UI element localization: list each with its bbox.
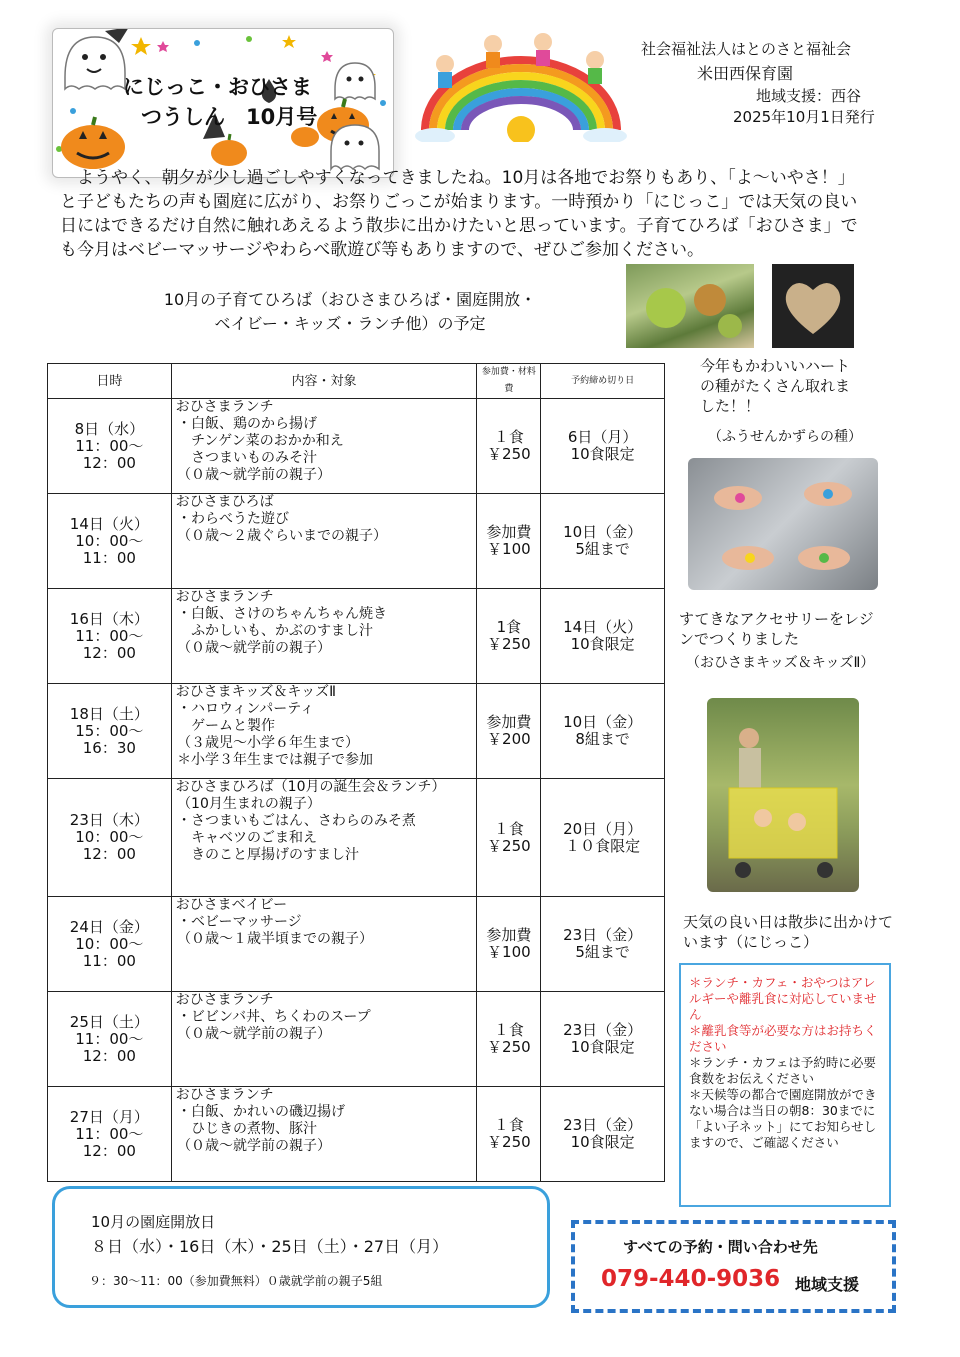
- row-date: 18日（土） 15：00～ 16：30: [48, 684, 172, 779]
- note-reservation: ＊ランチ・カフェは予約時に必要食数をお伝えください: [689, 1055, 876, 1086]
- row-content: おひさまランチ ・白飯、さけのちゃんちゃん焼き ふかしいも、かぶのすまし汁 （０歳～就学前の親子）: [171, 589, 477, 684]
- row-date: 14日（火） 10：00～ 11：00: [48, 494, 172, 589]
- table-row: [48, 589, 665, 684]
- table-row: [48, 399, 665, 494]
- contact-box: [571, 1220, 896, 1313]
- school-name: 米田西保育園: [697, 64, 794, 83]
- row-deadline: 6日（月） 10食限定: [541, 399, 665, 494]
- row-content: おひさまランチ ・白飯、鶏のから揚げ チンゲン菜のおかか和え さつまいものみそ汁 （０歳～就学前の親子）: [171, 399, 477, 494]
- heart-seed-photo: [772, 264, 854, 348]
- balloon-vine-photo: [626, 264, 754, 348]
- child-icon: [484, 35, 502, 68]
- sun-icon: [507, 116, 535, 142]
- issue-date: 2025年10月1日発行: [733, 108, 875, 126]
- resin-caption: すてきなアクセサリーをレジ ンでつくりました: [679, 610, 874, 648]
- header-content: 内容・対象: [171, 364, 477, 399]
- header-date: 日時: [48, 364, 172, 399]
- row-date: 27日（月） 11：00～ 12：00: [48, 1087, 172, 1182]
- row-content: おひさまキッズ＆キッズⅡ ・ハロウィンパーティ ゲームと製作 （３歳児～小学６年生まで） ＊小学３年生までは親子で参加: [171, 684, 477, 779]
- row-content: おひさまランチ ・ビビンバ丼、ちくわのスープ （０歳～就学前の親子）: [171, 992, 477, 1087]
- child-icon: [534, 33, 552, 66]
- resin-caption-sub: （おひさまキッズ＆キッズⅡ）: [686, 655, 875, 671]
- row-date: 24日（金） 10：00～ 11：00: [48, 897, 172, 992]
- table-row: [48, 494, 665, 589]
- garden-details: ９：30～11：00（参加費無料）０歳就学前の親子5組: [89, 1274, 383, 1288]
- row-deadline: 23日（金） 10食限定: [541, 1087, 665, 1182]
- pumpkin-icon: [61, 117, 125, 169]
- row-fee: １食 ￥250: [477, 992, 541, 1087]
- seeds-caption: 今年もかわいいハート の種がたくさん取れま した！！: [700, 357, 851, 415]
- table-row: [48, 779, 665, 897]
- row-fee: １食 ￥250: [477, 779, 541, 897]
- schedule-heading: [130, 288, 570, 336]
- seeds-caption-sub: （ふうせんかずらの種）: [708, 429, 862, 445]
- row-deadline: 23日（金） 5組まで: [541, 897, 665, 992]
- row-deadline: 20日（月） １０食限定: [541, 779, 665, 897]
- row-content: おひさまランチ ・白飯、かれいの磯辺揚げ ひじきの煮物、豚汁 （０歳～就学前の親子）: [171, 1087, 477, 1182]
- row-content: おひさまひろば ・わらべうた遊び （０歳～２歳ぐらいまでの親子）: [171, 494, 477, 589]
- org-name: 社会福祉法人はとのさと福祉会: [641, 40, 852, 58]
- ghost-icon: [335, 63, 375, 99]
- row-deadline: 10日（金） 8組まで: [541, 684, 665, 779]
- table-row: [48, 684, 665, 779]
- dept-name: 地域支援：西谷: [756, 87, 862, 105]
- row-deadline: 10日（金） 5組まで: [541, 494, 665, 589]
- note-allergy: ＊ランチ・カフェ・おやつはアレルギーや離乳食に対応していません: [689, 975, 877, 1022]
- row-fee: １食 ￥250: [477, 399, 541, 494]
- schedule-heading-line1: 10月の子育てひろば（おひさまひろば・園庭開放・: [163, 290, 537, 309]
- newsletter-title-line1: にじっこ・おひさま: [123, 75, 312, 99]
- table-row: [48, 1087, 665, 1182]
- row-fee: 参加費 ￥100: [477, 897, 541, 992]
- rainbow-kids-illustration: [405, 30, 635, 142]
- child-icon: [436, 55, 454, 88]
- row-content: おひさまひろば（10月の誕生会＆ランチ） （10月生まれの親子） ・さつまいもごはん、さわらのみそ煮 キャベツのごま和え きのこと厚揚げのすまし汁: [171, 779, 477, 897]
- pumpkin-icon: [211, 134, 247, 166]
- table-row: [48, 992, 665, 1087]
- row-fee: 参加費 ￥100: [477, 494, 541, 589]
- table-header-row: [48, 364, 665, 399]
- schedule-heading-line2: ベイビー・キッズ・ランチ他）の予定: [214, 314, 486, 333]
- row-fee: 1食 ￥250: [477, 589, 541, 684]
- row-date: 16日（木） 11：00～ 12：00: [48, 589, 172, 684]
- title-box: [52, 28, 394, 178]
- header-fee: 参加費・材料費: [477, 364, 541, 399]
- walk-stroller-photo: [707, 698, 859, 892]
- ghost-icon: [65, 29, 129, 89]
- contact-phone[interactable]: 079-440-9036: [601, 1266, 781, 1292]
- schedule-table: [47, 363, 665, 1182]
- row-content: おひさまベイビー ・ベビーマッサージ （０歳～１歳半頃までの親子）: [171, 897, 477, 992]
- newsletter-title-line2: つうしん 10月号: [141, 105, 318, 129]
- contact-title: すべての予約・問い合わせ先: [623, 1238, 818, 1256]
- row-date: 25日（土） 11：00～ 12：00: [48, 992, 172, 1087]
- note-baby-food: ＊離乳食等が必要な方はお持ちください: [689, 1023, 877, 1054]
- intro-paragraph: ようやく、朝夕が少し過ごしやすくなってきましたね。10月は各地でお祭りもあり、「よ～いやさ！」と子どもたちの声も園庭に広がり、お祭りごっこが始まります。一時預かり「にじっこ」では天気の良い日にはできるだけ自然に触れあえるよう散歩に出かけたいと思っています。子育てひろば「おひさま」でも今月はベビーマッサージやわらべ歌遊び等もありますので、ぜひご参加ください。: [60, 168, 858, 260]
- garden-open-days-box: [52, 1186, 550, 1308]
- row-fee: １食 ￥250: [477, 1087, 541, 1182]
- garden-dates: ８日（水）・16日（木）・25日（土）・27日（月）: [91, 1237, 449, 1256]
- ghost-icon: [331, 125, 379, 169]
- row-date: 23日（木） 10：00～ 12：00: [48, 779, 172, 897]
- row-date: 8日（水） 11：00～ 12：00: [48, 399, 172, 494]
- header-deadline: 予約締め切り日: [541, 364, 665, 399]
- row-deadline: 14日（火） 10食限定: [541, 589, 665, 684]
- note-weather: ＊天候等の都合で園庭開放ができない場合は当日の朝8：30までに「よい子ネット」にてお知らせしますので、ご確認ください: [689, 1087, 877, 1150]
- table-row: [48, 897, 665, 992]
- contact-dept: 地域支援: [795, 1275, 860, 1294]
- row-deadline: 23日（金） 10食限定: [541, 992, 665, 1087]
- child-icon: [586, 51, 604, 84]
- resin-accessory-photo: [688, 458, 878, 590]
- walk-caption: 天気の良い日は散歩に出かけて います（にじっこ）: [683, 913, 894, 951]
- allergy-notes-box: [679, 963, 891, 1207]
- row-fee: 参加費 ￥200: [477, 684, 541, 779]
- garden-title: 10月の園庭開放日: [91, 1213, 216, 1231]
